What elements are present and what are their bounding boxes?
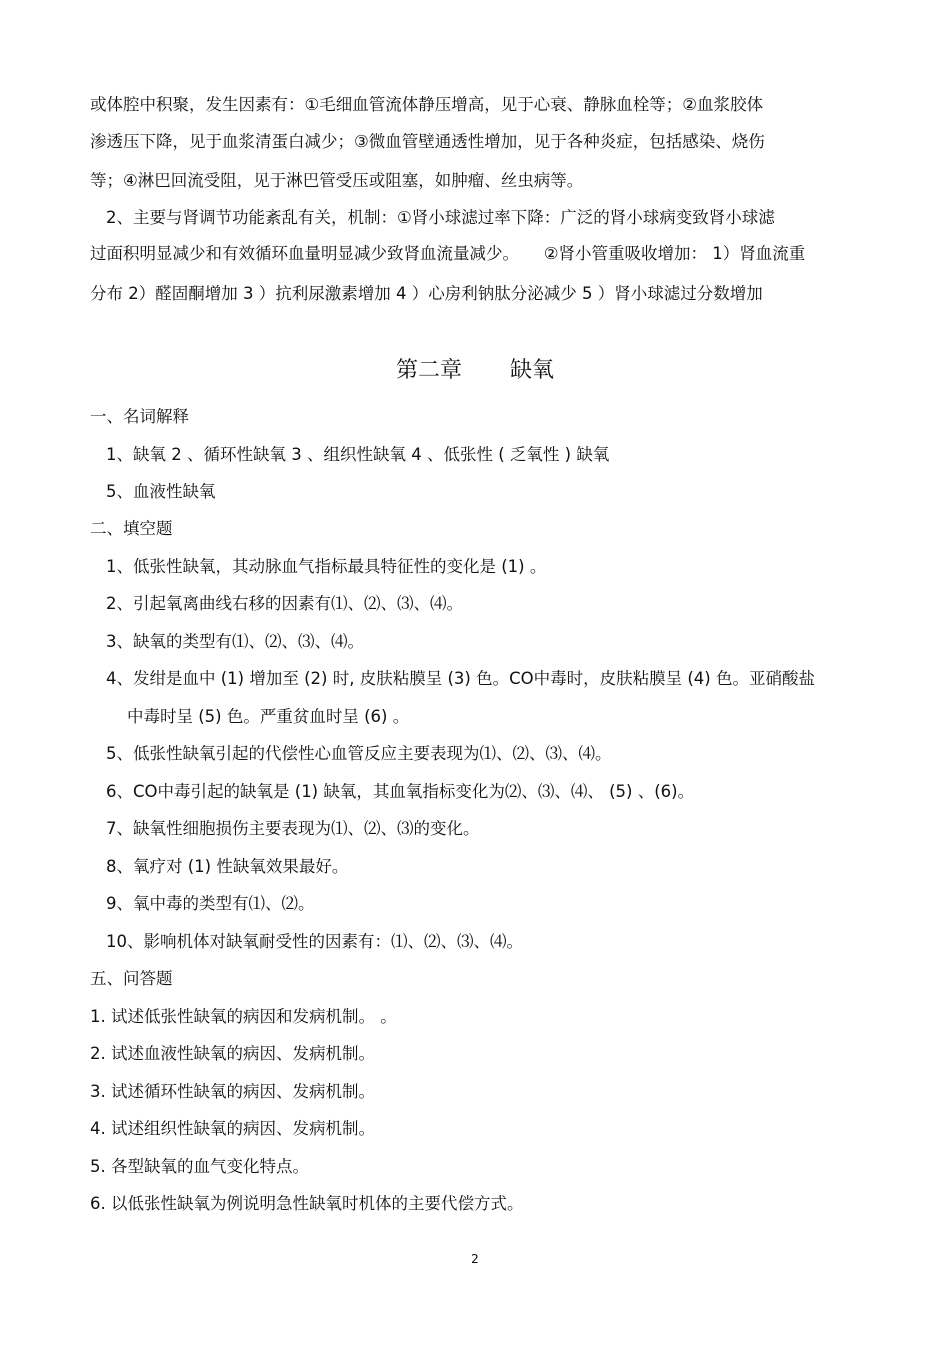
- list-item: 1、低张性缺氧，其动脉血气指标最具特征性的变化是 (1) 。: [106, 557, 547, 576]
- list-item: 9、氧中毒的类型有⑴、⑵。: [106, 894, 315, 913]
- text-line: 渗透压下降，见于血浆清蛋白减少；③微血管壁通透性增加，见于各种炎症，包括感染、烧伤: [90, 132, 765, 151]
- section-heading: 一、名词解释: [90, 407, 189, 426]
- question-item: 6. 以低张性缺氧为例说明急性缺氧时机体的主要代偿方式。: [90, 1194, 524, 1213]
- chapter-heading: [0, 356, 950, 386]
- question-item: 2. 试述血液性缺氧的病因、发病机制。: [90, 1044, 375, 1063]
- list-item: 8、氧疗对 (1) 性缺氧效果最好。: [106, 857, 349, 876]
- section-heading: 五、问答题: [90, 969, 173, 988]
- text-line: 或体腔中积聚，发生因素有：①毛细血管流体静压增高，见于心衰、静脉血栓等；②血浆胶体: [90, 95, 764, 114]
- text-line: 分布 2）醛固酮增加 3 ）抗利尿激素增加 4 ）心房利钠肽分泌减少 5 ）肾小球滤过分数增加: [90, 284, 763, 303]
- text-line: 2、主要与肾调节功能紊乱有关，机制：①肾小球滤过率下降：广泛的肾小球病变致肾小球滤: [106, 208, 775, 227]
- chapter-title: 缺氧: [510, 358, 555, 383]
- list-item: 2、引起氧离曲线右移的因素有⑴、⑵、⑶、⑷。: [106, 594, 463, 613]
- list-item: 7、缺氧性细胞损伤主要表现为⑴、⑵、⑶的变化。: [106, 819, 480, 838]
- text-line: 等；④淋巴回流受阻，见于淋巴管受压或阻塞，如肿瘤、丝虫病等。: [90, 171, 584, 190]
- question-item: 3. 试述循环性缺氧的病因、发病机制。: [90, 1082, 375, 1101]
- list-item: 6、CO中毒引起的缺氧是 (1) 缺氧，其血氧指标变化为⑵、⑶、⑷、 (5) 、(6)。: [106, 782, 695, 801]
- text-line: 过面积明显减少和有效循环血量明显减少致肾血流量减少。 ②肾小管重吸收增加： 1）肾血流重: [90, 244, 806, 263]
- list-item: 4、发绀是血中 (1) 增加至 (2) 时, 皮肤粘膜呈 (3) 色。CO中毒时，皮肤粘膜呈 (4) 色。亚硝酸盐: [106, 669, 815, 688]
- list-item: 3、缺氧的类型有⑴、⑵、⑶、⑷。: [106, 632, 364, 651]
- question-item: 1. 试述低张性缺氧的病因和发病机制。 。: [90, 1007, 397, 1026]
- list-item-continuation: 中毒时呈 (5) 色。严重贫血时呈 (6) 。: [127, 707, 410, 726]
- section-heading: 二、填空题: [90, 519, 173, 538]
- question-item: 4. 试述组织性缺氧的病因、发病机制。: [90, 1119, 375, 1138]
- question-item: 5. 各型缺氧的血气变化特点。: [90, 1157, 309, 1176]
- term-list-row: 1、缺氧 2 、循环性缺氧 3 、组织性缺氧 4 、低张性 ( 乏氧性 ) 缺氧: [106, 445, 610, 464]
- page-number: 2: [471, 1252, 479, 1266]
- list-item: 5、低张性缺氧引起的代偿性心血管反应主要表现为⑴、⑵、⑶、⑷。: [106, 744, 612, 763]
- term-list-row: 5、血液性缺氧: [106, 482, 216, 501]
- chapter-number: 第二章: [395, 358, 462, 383]
- list-item: 10、影响机体对缺氧耐受性的因素有：⑴、⑵、⑶、⑷。: [106, 932, 523, 951]
